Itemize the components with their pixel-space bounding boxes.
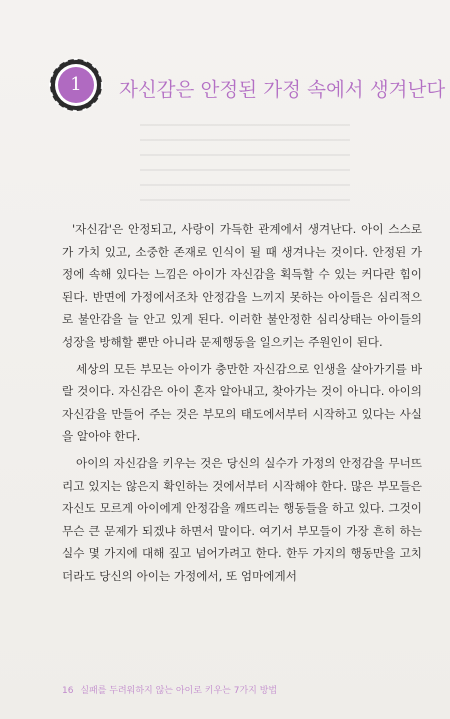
page-number: 16 [62, 686, 74, 696]
paragraph-3: 아이의 자신감을 키우는 것은 당신의 실수가 가정의 안정감을 무너뜨리고 있지는 않은지 확인하는 것에서부터 시작해야 한다. 많은 부모들은 자신도 모르게 아이에게 안정감을 깨뜨리는 행동들을 하고 있다. 그것이 무슨 큰 문제가 되겠냐 하면서 말이다. 여기서 부모들이 가장 흔히 하는 실수 몇 가지에 대해 짚고 넘어가려고 한다. 한두 가지의 행동만을 고치더라도 당신의 아이는 가정에서, 또 엄마에게서 [62, 455, 422, 583]
show-through-texture [140, 124, 350, 214]
paragraph-1: '자신감'은 안정되고, 사랑이 가득한 관계에서 생겨난다. 아이 스스로가 가치 있고, 소중한 존재로 인식이 될 때 생겨나는 것이다. 안정된 가정에 속해 있다는 느낌은 아이가 자신감을 획득할 수 있는 커다란 힘이 된다. 반면에 가정에서조차 안정감을 느끼지 못하는 아이들은 심리적으로 불안감을 늘 안고 있게 된다. 이러한 불안정한 심리상태는 아이들의 성장을 방해할 뿐만 아니라 문제행동을 일으키는 주원인이 된다. [62, 222, 422, 349]
running-book-title: 실패를 두려워하지 않는 아이로 키우는 7가지 방법 [80, 686, 278, 696]
paragraph-2: 세상의 모든 부모는 아이가 충만한 자신감으로 인생을 살아가기를 바랄 것이다. 자신감은 아이 혼자 알아내고, 찾아가는 것이 아니다. 아이의 자신감을 만들어 주는 것은 부모의 태도에서부터 시작하고 있다는 사실을 알아야 한다. [62, 361, 422, 444]
chapter-number: 1 [70, 74, 82, 95]
chapter-badge-icon [46, 55, 106, 115]
body-text [62, 218, 422, 592]
page-footer [62, 683, 277, 696]
chapter-title: 자신감은 안정된 가정 속에서 생겨난다 [119, 78, 446, 101]
